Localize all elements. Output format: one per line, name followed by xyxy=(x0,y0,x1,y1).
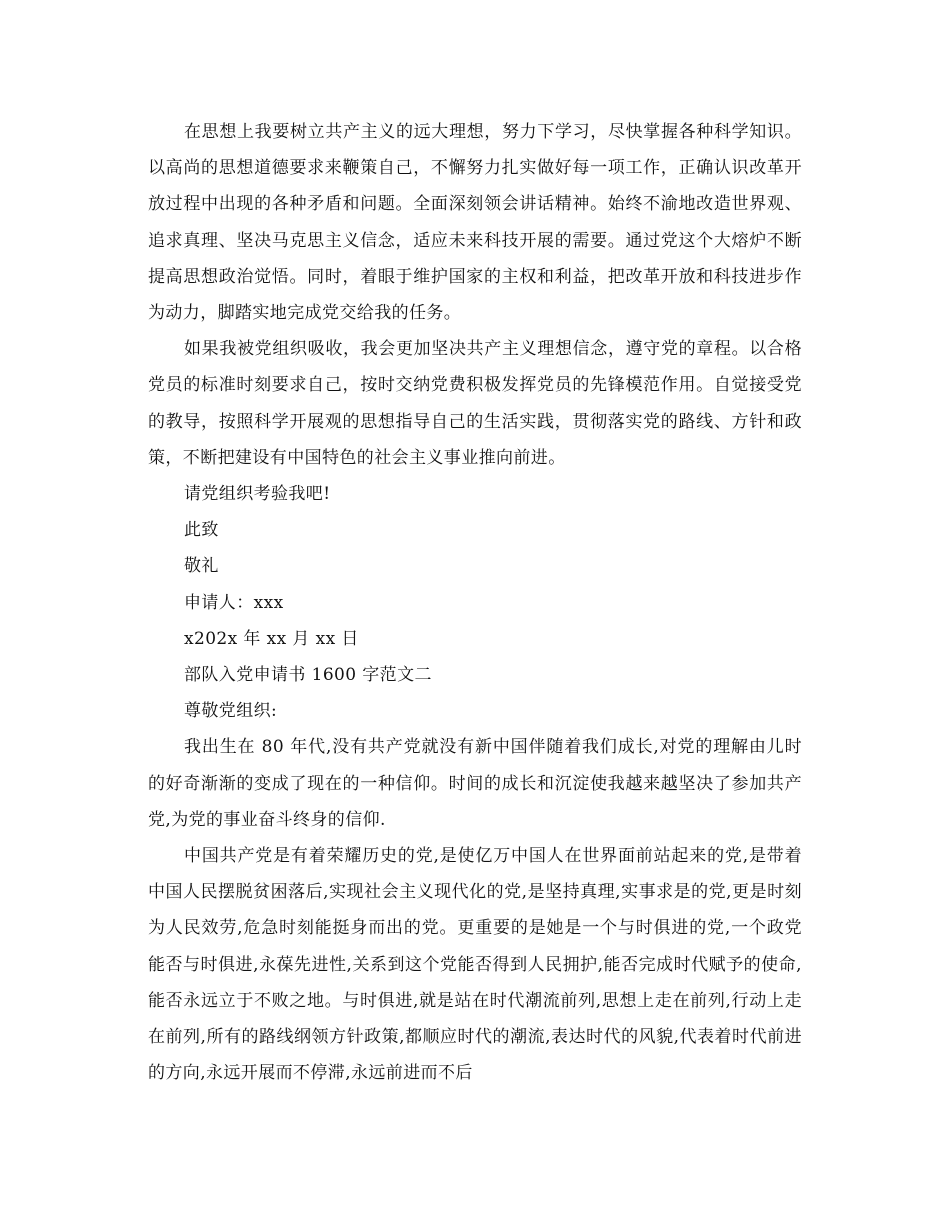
paragraph-birth: 我出生在 80 年代,没有共产党就没有新中国伴随着我们成长,对党的理解由儿时的好奇渐渐的变成了现在的一种信仰。时间的成长和沉淀使我越来越坚决了参加共产党,为党的事业奋斗终身的信仰. xyxy=(148,737,802,830)
document-body xyxy=(148,114,802,1091)
paragraph-ideology: 在思想上我要树立共产主义的远大理想，努力下学习，尽快掌握各种科学知识。以高尚的思想道德要求来鞭策自己，不懈努力扎实做好每一项工作，正确认识改革开放过程中出现的各种矛盾和问题。全面深刻领会讲话精神。始终不渝地改造世界观、追求真理、坚决马克思主义信念，适应未来科技开展的需要。通过党这个大熔炉不断提高思想政治觉悟。同时，着眼于维护国家的主权和利益，把改革开放和科技进步作为动力，脚踏实地完成党交给我的任务。 xyxy=(148,122,802,324)
paragraph-commitment: 如果我被党组织吸收，我会更加坚决共产主义理想信念，遵守党的章程。以合格党员的标准时刻要求自己，按时交纳党费积极发挥党员的先锋模范作用。自觉接受党的教导，按照科学开展观的思想指导自己的生活实践，贯彻落实党的路线、方针和政策，不断把建设有中国特色的社会主义事业推向前进。 xyxy=(148,339,802,468)
second-sample-greeting: 尊敬党组织: xyxy=(184,701,278,722)
closing-salutation-cizhi: 此致 xyxy=(184,520,219,541)
closing-salutation-jingli: 敬礼 xyxy=(184,556,219,577)
closing-request: 请党组织考验我吧! xyxy=(184,484,331,505)
application-date: x202x 年 xx 月 xx 日 xyxy=(184,628,359,649)
paragraph-party-history: 中国共产党是有着荣耀历史的党,是使亿万中国人在世界面前站起来的党,是带着中国人民摆脱贫困落后,实现社会主义现代化的党,是坚持真理,实事求是的党,更是时刻为人民效劳,危急时刻能挺身而出的党。更重要的是她是一个与时俱进的党,一个政党能否与时俱进,永葆先进性,关系到这个党能否得到人民拥护,能否完成时代赋予的使命,能否永远立于不败之地。与时俱进,就是站在时代潮流前列,思想上走在前列,行动上走在前列,所有的路线纲领方针政策,都顺应时代的潮流,表达时代的风貌,代表着时代前进的方向,永远开展而不停滞,永远前进而不后 xyxy=(148,846,802,1084)
applicant-name: 申请人：xxx xyxy=(184,592,284,613)
second-sample-title: 部队入党申请书 1600 字范文二 xyxy=(184,665,432,686)
